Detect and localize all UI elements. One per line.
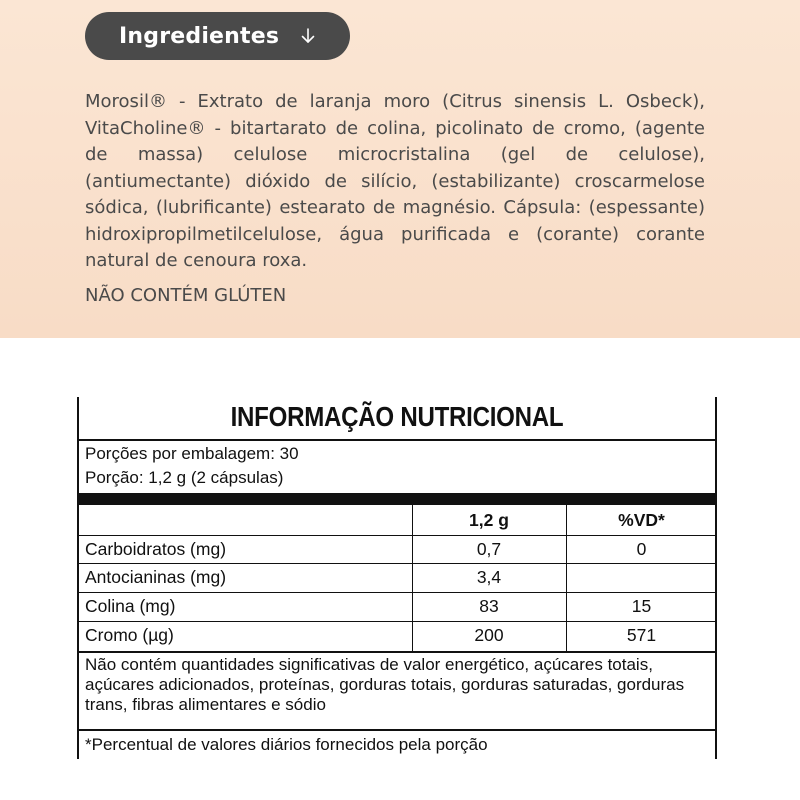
rule-under-title bbox=[79, 439, 715, 441]
ingredients-text: Morosil® - Extrato de laranja moro (Citrus sinensis L. Osbeck), VitaCholine® - bitartarato de colina, picolinato de cromo, (agente de massa) celulose microcristalina (gel de celulose), (antiumectante) dióxido de silício, (estabilizante) croscarmelose sódica, (lubrificante) estearato de magnésio. Cápsula: (espessante) hidroxipropilmetilcelulose, água purificada e (corante) corante natural de cenoura roxa. bbox=[85, 91, 705, 271]
arrow-down-icon bbox=[299, 27, 317, 45]
servings-per-package: Porções por embalagem: 30 bbox=[85, 444, 299, 463]
nutrient-dv: 15 bbox=[631, 596, 652, 616]
nutrient-name: Carboidratos (mg) bbox=[85, 539, 227, 559]
nutrition-footnote: *Percentual de valores diários fornecidos pela porção bbox=[85, 735, 488, 754]
row-rule bbox=[79, 563, 715, 564]
ingredients-section bbox=[0, 0, 800, 338]
serving-size: Porção: 1,2 g (2 cápsulas) bbox=[85, 468, 284, 487]
nutrient-amount: 0,7 bbox=[476, 539, 502, 559]
gluten-notice: NÃO CONTÉM GLÚTEN bbox=[85, 285, 287, 306]
row-rule bbox=[79, 592, 715, 593]
nutrient-amount: 83 bbox=[479, 596, 499, 616]
nutrient-name: Colina (mg) bbox=[85, 596, 176, 616]
nutrient-name: Antocianinas (mg) bbox=[85, 567, 227, 587]
ingredients-button-label: Ingredientes bbox=[119, 23, 280, 49]
nutrition-footer-note: Não contém quantidades significativas de valor energético, açúcares totais, açúcares adicionados, proteínas, gorduras totais, gorduras saturadas, gorduras trans, fibras alimentares e sódio bbox=[85, 655, 685, 714]
nutrition-title: INFORMAÇÃO NUTRICIONAL bbox=[230, 401, 564, 432]
column-header-dv: %VD* bbox=[618, 510, 665, 530]
row-rule bbox=[79, 651, 715, 653]
row-rule bbox=[79, 535, 715, 536]
nutrient-name: Cromo (µg) bbox=[85, 625, 174, 645]
nutrient-amount: 3,4 bbox=[476, 567, 502, 587]
nutrient-dv: 0 bbox=[636, 539, 647, 559]
column-header-amount: 1,2 g bbox=[469, 510, 509, 530]
nutrition-facts-table bbox=[77, 397, 717, 759]
row-rule bbox=[79, 621, 715, 622]
nutrient-amount: 200 bbox=[474, 625, 504, 645]
rule-above-footnote bbox=[79, 729, 715, 731]
nutrient-dv: 571 bbox=[626, 625, 657, 645]
ingredients-toggle-button[interactable] bbox=[85, 12, 350, 60]
thick-rule bbox=[79, 493, 715, 505]
